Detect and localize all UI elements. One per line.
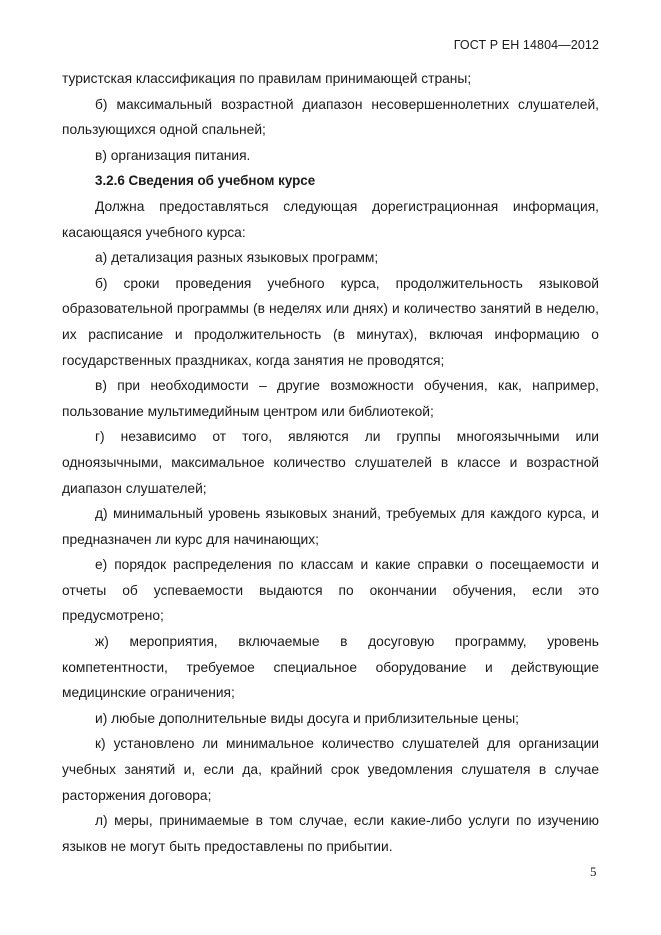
list-item-b: б) максимальный возрастной диапазон несовершеннолетних слушателей, пользующихся одной спальней; — [62, 96, 599, 138]
standard-code-header: ГОСТ Р ЕН 14804—2012 — [453, 38, 599, 52]
list-item-e: е) порядок распределения по классам и какие справки о посещаемости и отчеты об успеваемости выдаются по окончании обучения, если это предусмотрено; — [62, 557, 599, 624]
list-item-v2: в) при необходимости – другие возможности обучения, как, например, пользование мультимедийным центром или библиотекой; — [62, 378, 599, 419]
list-item-g: г) независимо от того, являются ли группы многоязычными или одноязычными, максимальное количество слушателей в классе и возрастной диапазон слушателей; — [62, 429, 599, 496]
list-item-zh: ж) мероприятия, включаемые в досуговую программу, уровень компетентности, требуемое специальное оборудование и действующие медицинские ограничения; — [62, 634, 599, 701]
list-item-i: и) любые дополнительные виды досуга и приблизительные цены; — [95, 710, 519, 726]
list-item-v: в) организация питания. — [95, 147, 251, 163]
paragraph-continuation: туристская классификация по правилам принимающей страны; — [62, 71, 472, 86]
section-intro: Должна предоставляться следующая дорегистрационная информация, касающаяся учебного курса: — [62, 198, 599, 240]
section-heading: 3.2.6 Сведения об учебном курсе — [95, 173, 316, 189]
list-item-a: а) детализация разных языковых программ; — [95, 250, 379, 266]
document-body — [62, 66, 599, 859]
list-item-l: л) меры, принимаемые в том случае, если какие-либо услуги по изучению языков не могут быть предоставлены по прибытии. — [62, 813, 599, 854]
list-item-d: д) минимальный уровень языковых знаний, требуемых для каждого курса, и предназначен ли курс для начинающих; — [62, 506, 599, 547]
page-number: 5 — [590, 864, 597, 879]
list-item-b2: б) сроки проведения учебного курса, продолжительность языковой образовательной программы (в неделях или днях) и количество занятий в неделю, их расписание и продолжительность (в минутах), включая информацию о государственных праздниках, когда занятия не проводятся; — [62, 275, 599, 368]
list-item-k: к) установлено ли минимальное количество слушателей для организации учебных занятий и, если да, крайний срок уведомления слушателя в случае расторжения договора; — [62, 736, 599, 803]
